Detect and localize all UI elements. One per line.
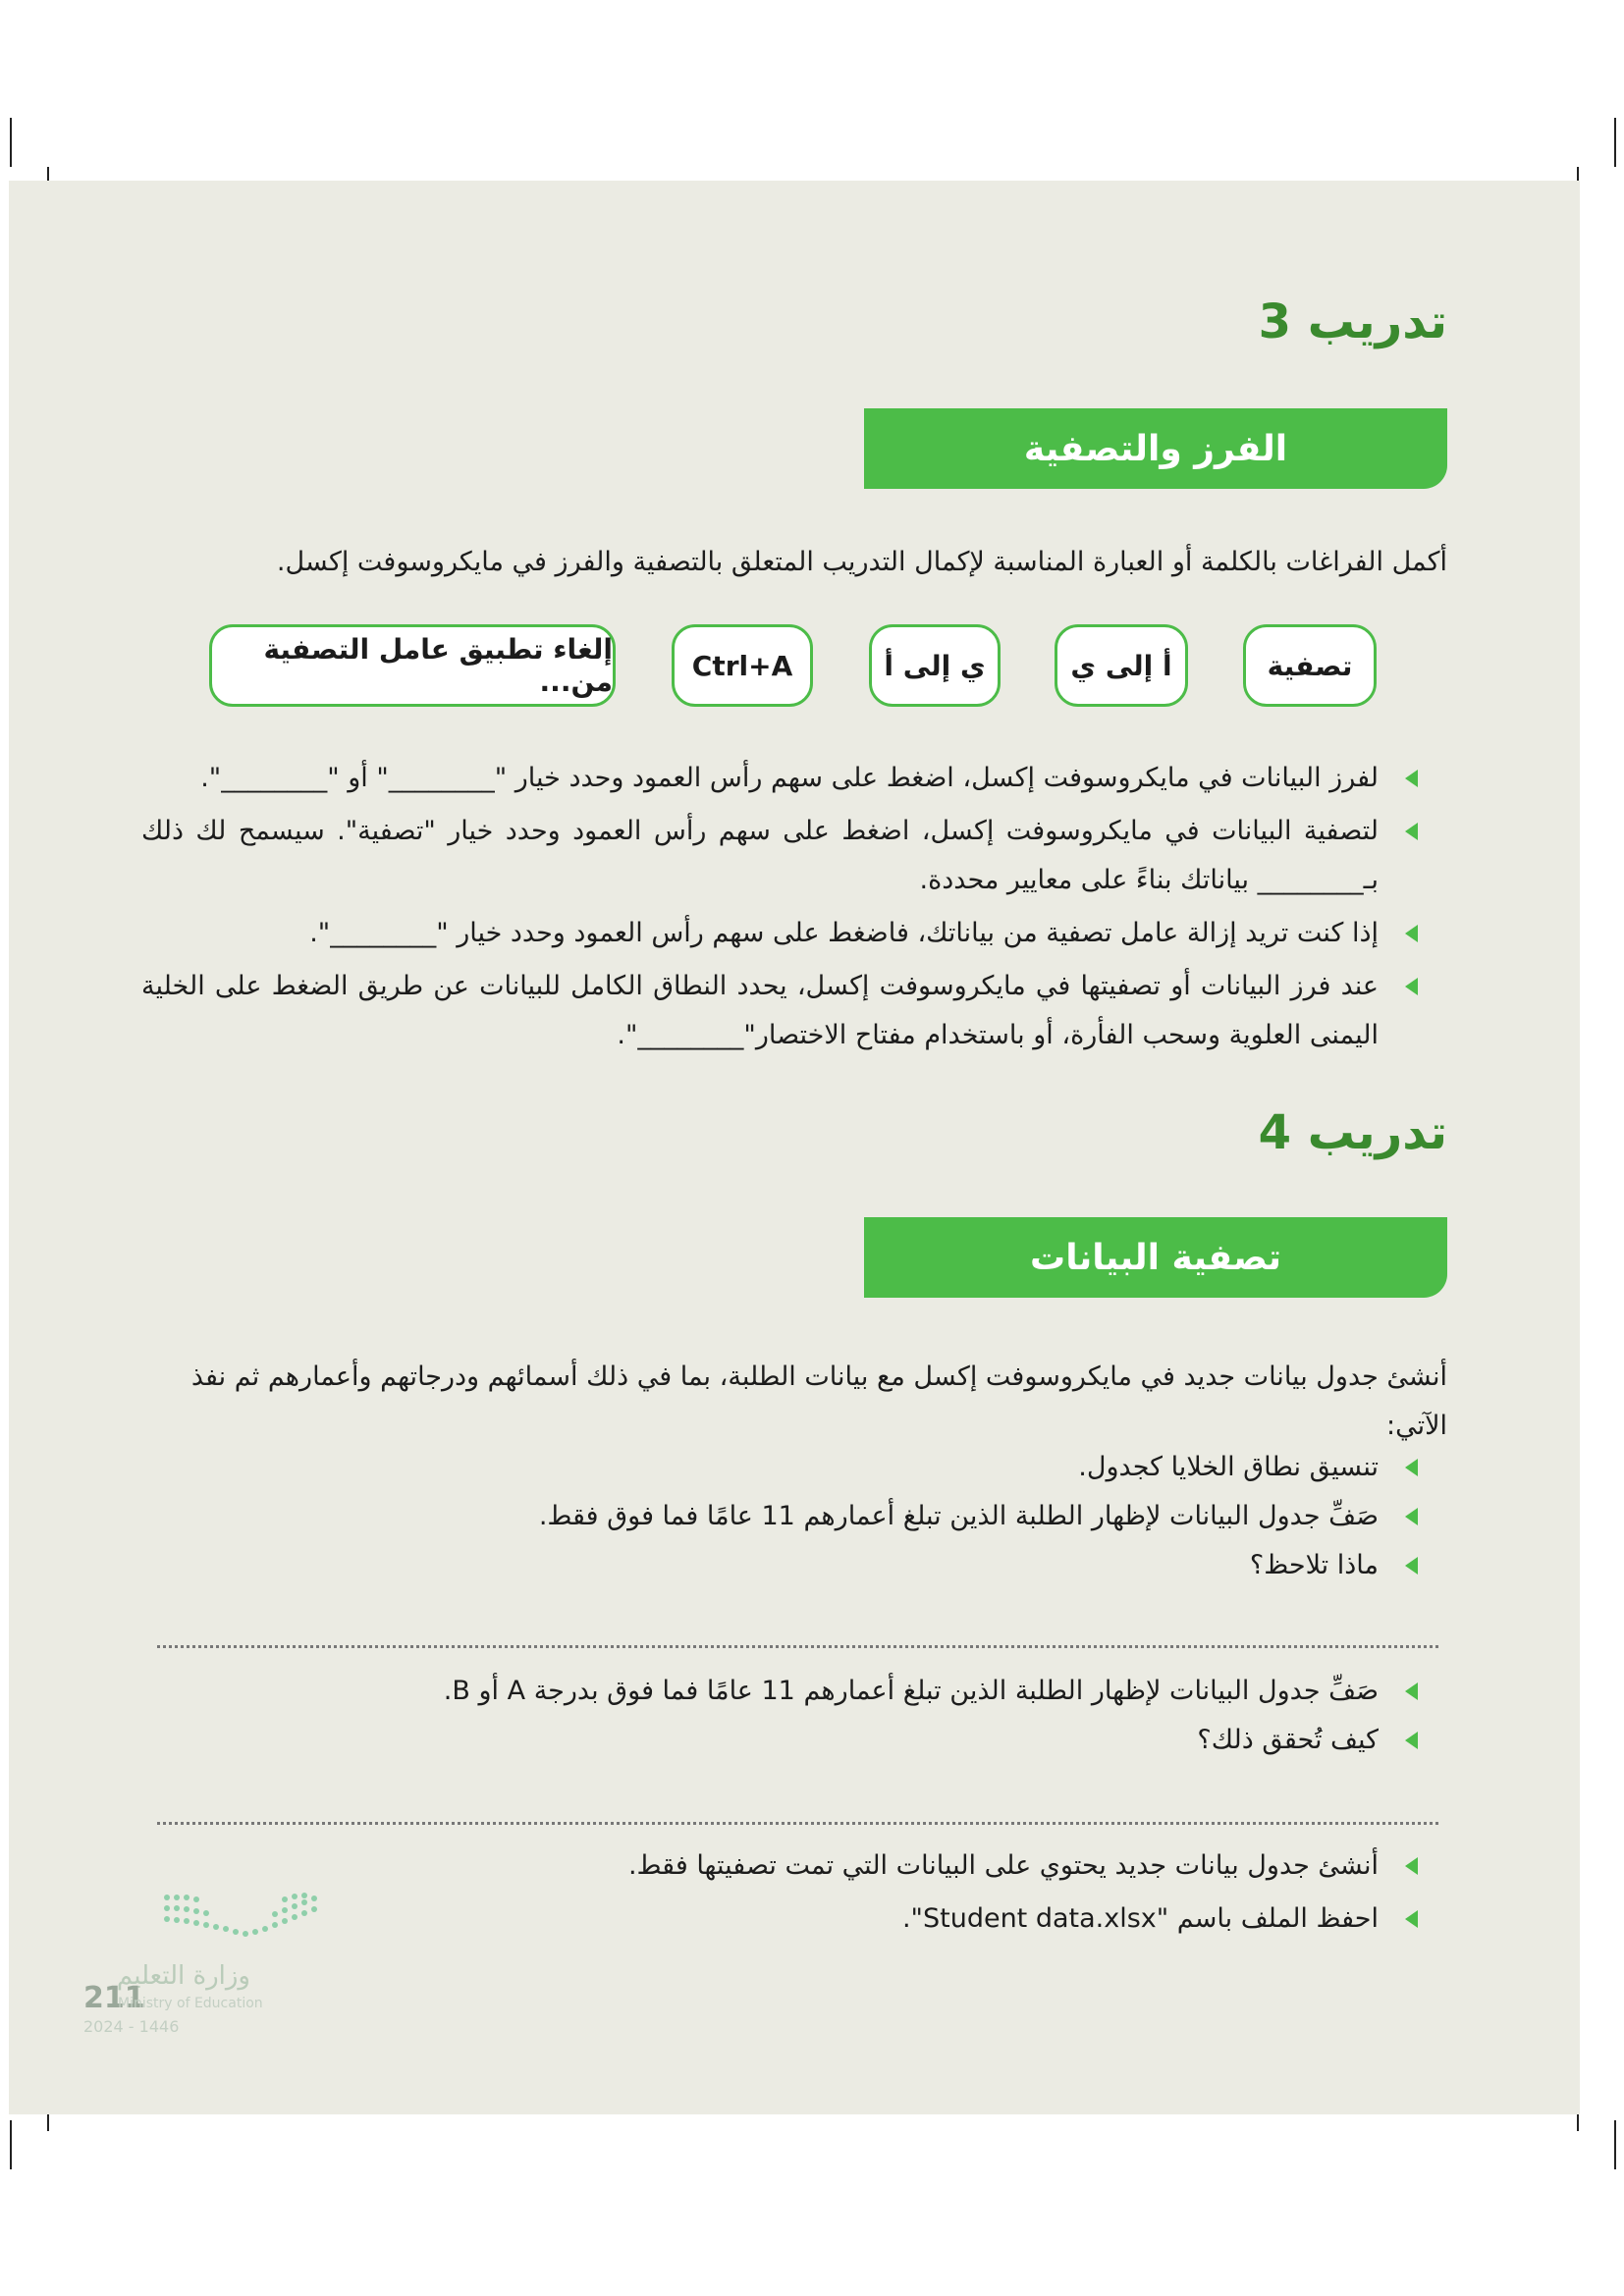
- list-item: صَفِّ جدول البيانات لإظهار الطلبة الذين تبلغ أعمارهم 11 عامًا فما فوق فقط.: [141, 1492, 1418, 1541]
- word-bank-chip: إلغاء تطبيق عامل التصفية من...: [209, 624, 616, 707]
- bullet-icon: [1405, 1732, 1418, 1749]
- list-item: صَفِّ جدول البيانات لإظهار الطلبة الذين تبلغ أعمارهم 11 عامًا فما فوق بدرجة A أو B.: [141, 1667, 1418, 1716]
- drill4-list-c: [141, 1842, 1418, 1944]
- drill4-list-b: [141, 1667, 1418, 1765]
- bullet-icon: [1405, 823, 1418, 840]
- drill4-title: تدريب 4: [1258, 1105, 1447, 1160]
- ministry-name-ar: وزارة التعليم: [116, 1961, 250, 1991]
- bullet-icon: [1405, 1910, 1418, 1928]
- list-item: احفظ الملف باسم "Student data.xlsx".: [141, 1895, 1418, 1944]
- list-item: لتصفية البيانات في مايكروسوفت إكسل، اضغط على سهم رأس العمود وحدد خيار "تصفية". سيسمح لك ذلك بـ________ بياناتك بناءً على معايير محددة.: [141, 807, 1418, 905]
- bullet-icon: [1405, 925, 1418, 942]
- list-item: ماذا تلاحظ؟: [141, 1541, 1418, 1590]
- crop-mark: [1614, 118, 1616, 167]
- bullet-icon: [1405, 1857, 1418, 1875]
- word-bank-chip: أ إلى ي: [1055, 624, 1188, 707]
- bullet-icon: [1405, 1508, 1418, 1525]
- word-bank-chip: Ctrl+A: [672, 624, 813, 707]
- word-bank-chip: تصفية: [1243, 624, 1377, 707]
- list-item: لفرز البيانات في مايكروسوفت إكسل، اضغط على سهم رأس العمود وحدد خيار "________" أو "________".: [141, 754, 1418, 803]
- list-item: إذا كنت تريد إزالة عامل تصفية من بياناتك، فاضغط على سهم رأس العمود وحدد خيار "________".: [141, 909, 1418, 958]
- answer-line: [157, 1645, 1438, 1648]
- list-item: كيف تُحقق ذلك؟: [141, 1716, 1418, 1765]
- bullet-icon: [1405, 1557, 1418, 1575]
- list-item: عند فرز البيانات أو تصفيتها في مايكروسوفت إكسل، يحدد النطاق الكامل للبيانات عن طريق الضغط على الخلية اليمنى العلوية وسحب الفأرة، أو باستخدام مفتاح الاختصار"________".: [141, 962, 1418, 1060]
- list-item: أنشئ جدول بيانات جديد يحتوي على البيانات التي تمت تصفيتها فقط.: [141, 1842, 1418, 1891]
- drill4-banner: تصفية البيانات: [864, 1217, 1447, 1298]
- ministry-name-en: Ministry of Education: [118, 1996, 263, 2011]
- bullet-icon: [1405, 770, 1418, 787]
- crop-mark: [10, 2120, 12, 2169]
- crop-mark: [10, 118, 12, 167]
- drill3-title: تدريب 3: [1258, 294, 1447, 349]
- answer-line: [157, 1822, 1438, 1825]
- drill4-intro: أنشئ جدول بيانات جديد في مايكروسوفت إكسل مع بيانات الطلبة، بما في ذلك أسمائهم ودرجاتهم وأعمارهم ثم نفذ الآتي:: [190, 1362, 1447, 1441]
- bullet-icon: [1405, 978, 1418, 995]
- bullet-icon: [1405, 1682, 1418, 1700]
- page-number: 211: [83, 1981, 145, 2015]
- edition-year: 2024 - 1446: [83, 2017, 180, 2036]
- drill4-list-a: [141, 1443, 1418, 1590]
- drill3-instruction: أكمل الفراغات بالكلمة أو العبارة المناسبة لإكمال التدريب المتعلق بالتصفية والفرز في مايكروسوفت إكسل.: [276, 547, 1447, 577]
- drill3-banner: الفرز والتصفية: [864, 408, 1447, 489]
- word-bank-chip: ي إلى أ: [869, 624, 1001, 707]
- crop-mark: [1614, 2120, 1616, 2169]
- drill3-list: [141, 754, 1418, 1060]
- list-item: تنسيق نطاق الخلايا كجدول.: [141, 1443, 1418, 1492]
- bullet-icon: [1405, 1459, 1418, 1476]
- ministry-logo-icon: [162, 1893, 324, 1944]
